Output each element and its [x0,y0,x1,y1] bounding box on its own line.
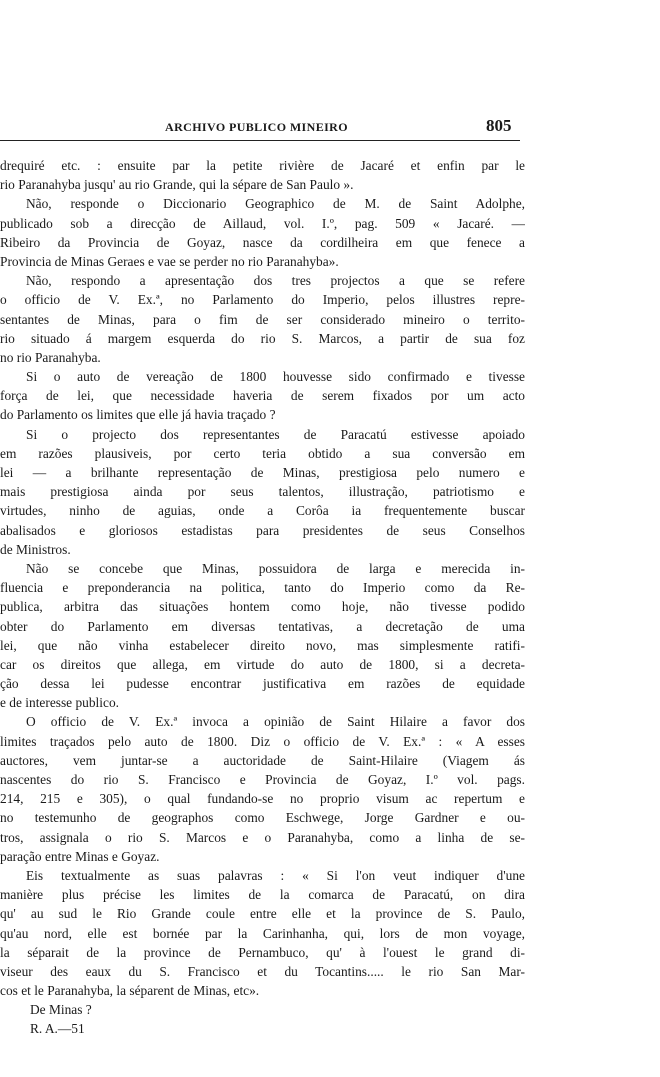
text-line: car os direitos que allega, em virtude do auto de 1800, si a decreta- [0,656,525,672]
text-line: drequiré etc. : ensuite par la petite rivière de Jacaré et enfin par le [0,158,525,173]
text-line: obter do Parlamento em diversas tentativas, a decretação de uma [0,618,525,634]
text-line: no testemunho de geographos como Eschwege, Jorge Gardner e ou- [0,810,525,826]
text-line: viseur des eaux du S. Francisco et du Tocantins..... le rio San Mar- [0,963,525,979]
text-line: sentantes de Minas, para o fim de ser considerado mineiro o territo- [0,311,525,327]
running-header [0,116,640,138]
text-line: tros, assignala o rio S. Marcos e o Paranahyba, como a linha de se- [0,829,525,845]
text-line: força de lei, que necessidade haveria de serem fixados por um acto [0,388,525,404]
text-line: Provincia de Minas Geraes e vae se perder no rio Paranahyba». [0,253,339,269]
text-line: Ribeiro da Provincia de Goyaz, nasce da cordilheira em que fenece a [0,234,525,250]
text-line: no rio Paranahyba. [0,349,101,365]
text-line: Não, responde o Diccionario Geographico de M. de Saint Adolphe, [26,196,525,212]
page-number: 805 [486,116,512,135]
text-line: e de interesse publico. [0,695,119,711]
text-line: fluencia e preponderancia na politica, tanto do Imperio como da Re- [0,580,525,596]
text-line: paração entre Minas e Goyaz. [0,848,160,864]
text-line: rio situado á margem esquerda do rio S. Marcos, a partir de sua foz [0,330,525,346]
text-line: De Minas ? [30,1002,92,1018]
text-line: Não se concebe que Minas, possuidora de larga e merecida in- [26,560,525,576]
text-line: lei — a brilhante representação de Minas, prestigiosa pelo numero e [0,465,525,480]
text-line: publicado sob a direcção de Aillaud, vol. I.º, pag. 509 « Jacaré. — [0,215,525,231]
text-line: do Parlamento os limites que elle já havia traçado ? [0,407,276,423]
text-line: qu'au nord, elle est bornée par la Carinhanha, qui, lors de mon voyage, [0,925,525,941]
text-line: ção dessa lei pudesse encontrar justificativa em razões de equidade [0,676,525,692]
text-line: la séparait de la province de Pernambuco, qu' à l'ouest le grand di- [0,944,525,960]
text-line: Si o projecto dos representantes de Paracatú estivesse apoiado [26,426,525,442]
text-line: Não, respondo a apresentação dos tres projectos a que se refere [26,273,525,289]
text-line: de Ministros. [0,541,71,557]
running-head-title: ARCHIVO PUBLICO MINEIRO [165,120,348,134]
text-line: cos et le Paranahyba, la séparent de Minas, etc». [0,983,260,999]
text-line: Si o auto de vereação de 1800 houvesse sido confirmado e tivesse [26,369,525,385]
text-line: em razões plausiveis, por certo teria obtido a sua conversão em [0,445,525,461]
text-line: qu' au sud le Rio Grande coule entre elle et la province de S. Paulo, [0,906,525,922]
text-line: auctores, vem juntar-se a auctoridade de Saint-Hilaire (Viagem ás [0,752,525,768]
text-line: manière plus précise les limites de la comarca de Paracatú, on dira [0,887,525,903]
text-line: mais prestigiosa ainda por seus talentos, illustração, patriotismo e [0,484,525,500]
text-line: lei, que não vinha estabelecer direito novo, mas simplesmente ratifi- [0,637,525,653]
text-line: R. A.—51 [30,1021,85,1037]
text-line: nascentes do rio S. Francisco e Provincia de Goyaz, I.º vol. pags. [0,772,525,787]
text-line: rio Paranahyba jusqu' au rio Grande, qui la sépare de San Paulo ». [0,177,354,193]
text-line: virtudes, ninho de aguias, onde a Corôa ia frequentemente buscar [0,503,525,519]
text-line: limites traçados pelo auto de 1800. Diz o officio de V. Ex.ª : « A esses [0,733,525,749]
text-line: abalisados e gloriosos estadistas para presidentes de seus Conselhos [0,522,525,538]
header-rule [0,140,520,141]
text-line: o officio de V. Ex.ª, no Parlamento do Imperio, pelos illustres repre- [0,292,525,308]
text-line: 214, 215 e 305), o qual fundando-se no proprio visum ac repertum e [0,791,525,807]
text-line: publica, arbitra das situações hontem como hoje, não tivesse podido [0,599,525,615]
body-text [0,156,525,1039]
text-line: Eis textualmente as suas palavras : « Si l'on veut indiquer d'une [26,867,525,883]
text-line: O officio de V. Ex.ª invoca a opinião de Saint Hilaire a favor dos [26,714,525,730]
